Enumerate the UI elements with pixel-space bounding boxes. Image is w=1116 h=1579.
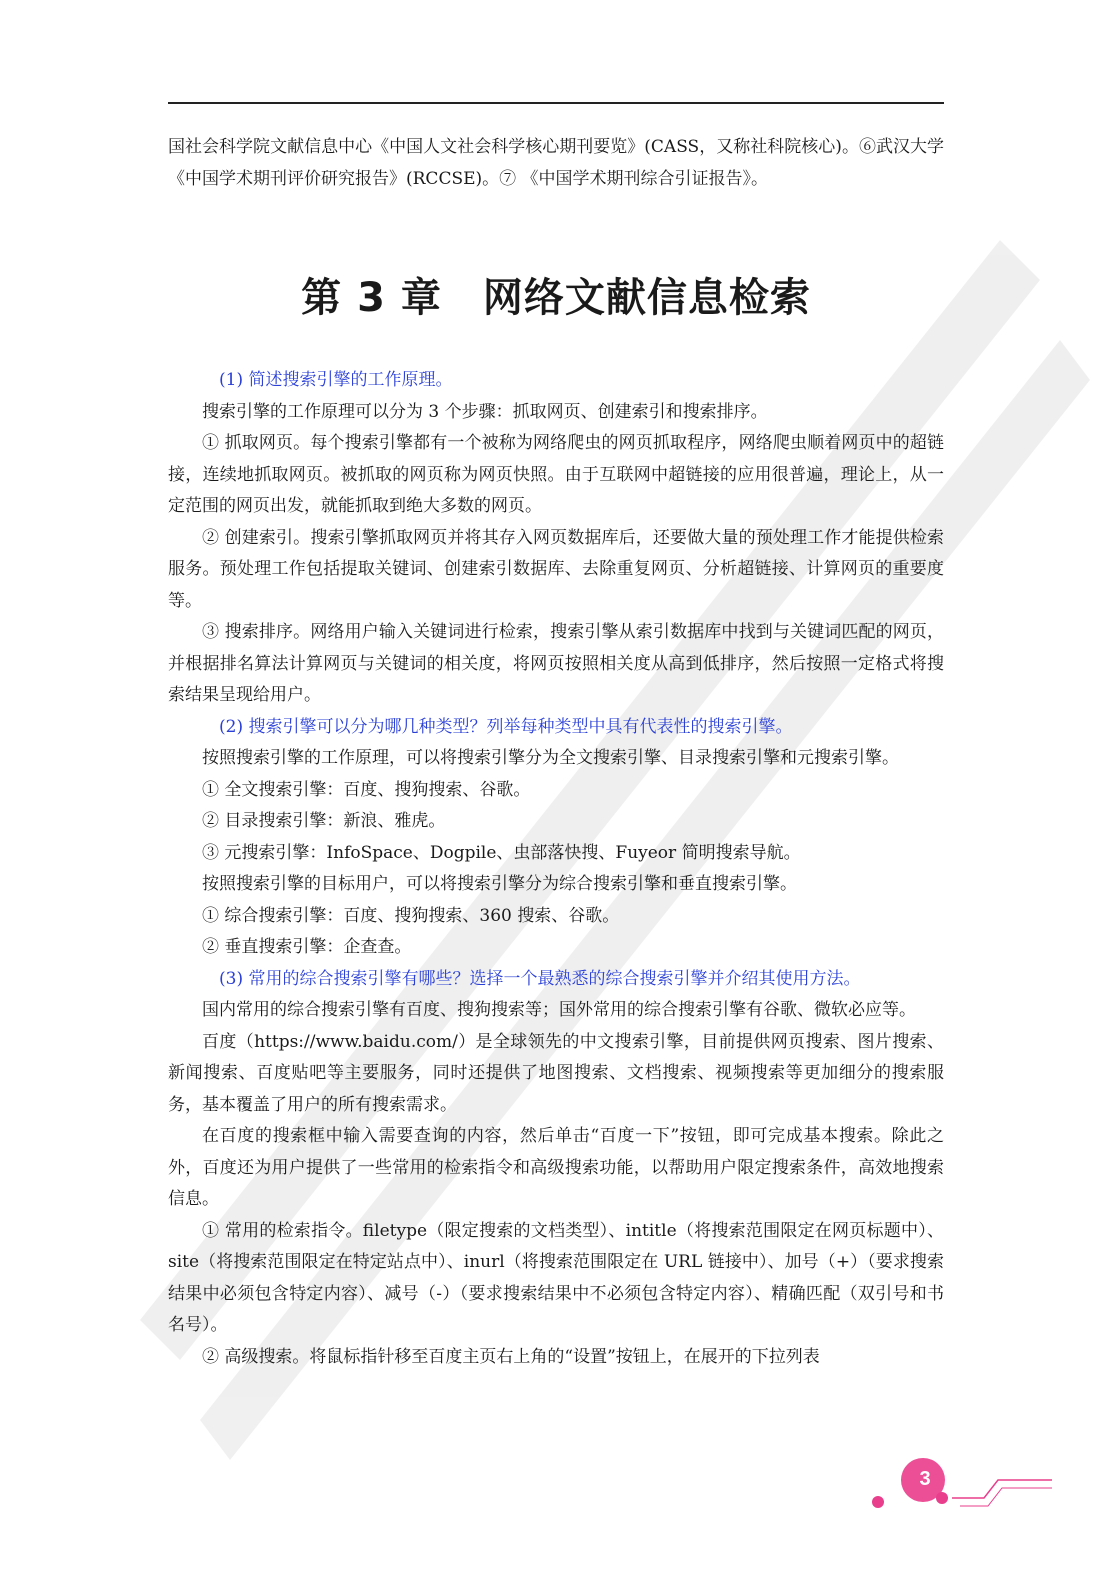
answer-paragraph: 按照搜索引擎的目标用户，可以将搜索引擎分为综合搜索引擎和垂直搜索引擎。 [202, 874, 797, 894]
header-rule [168, 102, 944, 104]
continuation-paragraph: 国社会科学院文献信息中心《中国人文社会科学核心期刊要览》(CASS，又称社科院核心)。⑥武汉大学《中国学术期刊评价研究报告》(RCCSE)。⑦ 《中国学术期刊综合引证报告》。 [168, 137, 944, 189]
page-content [168, 132, 944, 1373]
answer-paragraph: ① 抓取网页。每个搜索引擎都有一个被称为网络爬虫的网页抓取程序，网络爬虫顺着网页中的超链接，连续地抓取网页。被抓取的网页称为网页快照。由于互联网中超链接的应用很普遍，理论上，从一定范围的网页出发，就能抓取到绝大多数的网页。 [168, 433, 944, 516]
page-number: 3 [919, 1468, 931, 1490]
question-3: (3) 常用的综合搜索引擎有哪些？选择一个最熟悉的综合搜索引擎并介绍其使用方法。 [219, 968, 861, 989]
question-1: (1) 简述搜索引擎的工作原理。 [219, 370, 453, 390]
page-number-decoration [860, 1450, 1060, 1520]
answer-paragraph: 百度（https://www.baidu.com/）是全球领先的中文搜索引擎，目前提供网页搜索、图片搜索、新闻搜索、百度贴吧等主要服务，同时还提供了地图搜索、文档搜索、视频搜索等更加细分的搜索服务，基本覆盖了用户的所有搜索需求。 [168, 1031, 944, 1115]
answer-paragraph: 搜索引擎的工作原理可以分为 3 个步骤：抓取网页、创建索引和搜索排序。 [202, 401, 768, 422]
answer-paragraph: 国内常用的综合搜索引擎有百度、搜狗搜索等；国外常用的综合搜索引擎有谷歌、微软必应等。 [202, 1000, 916, 1020]
answer-paragraph: 按照搜索引擎的工作原理，可以将搜索引擎分为全文搜索引擎、目录搜索引擎和元搜索引擎。 [202, 748, 899, 768]
chapter-title: 第 3 章 网络文献信息检索 [301, 275, 811, 321]
answer-paragraph: ③ 搜索排序。网络用户输入关键词进行检索，搜索引擎从索引数据库中找到与关键词匹配的网页，并根据排名算法计算网页与关键词的相关度，将网页按照相关度从高到低排序，然后按照一定格式将搜索结果呈现给用户。 [168, 622, 944, 705]
answer-paragraph: 在百度的搜索框中输入需要查询的内容，然后单击“百度一下”按钮，即可完成基本搜索。除此之外，百度还为用户提供了一些常用的检索指令和高级搜索功能，以帮助用户限定搜索条件，高效地搜索信息。 [168, 1126, 944, 1209]
decor-dot [872, 1496, 884, 1508]
list-item: ③ 元搜索引擎：InfoSpace、Dogpile、虫部落快搜、Fuyeor 简明搜索导航。 [202, 842, 801, 863]
list-item: ② 目录搜索引擎：新浪、雅虎。 [202, 811, 446, 831]
decor-line [952, 1480, 1052, 1498]
list-item: ① 综合搜索引擎：百度、搜狗搜索、360 搜索、谷歌。 [202, 905, 620, 926]
question-2: (2) 搜索引擎可以分为哪几种类型？列举每种类型中具有代表性的搜索引擎。 [219, 716, 793, 737]
answer-paragraph: ② 创建索引。搜索引擎抓取网页并将其存入网页数据库后，还要做大量的预处理工作才能提供检索服务。预处理工作包括提取关键词、创建索引数据库、去除重复网页、分析超链接、计算网页的重要度等。 [168, 527, 944, 611]
list-item: ① 全文搜索引擎：百度、搜狗搜索、谷歌。 [202, 779, 531, 800]
answer-paragraph: ① 常用的检索指令。filetype（限定搜索的文档类型）、intitle（将搜索范围限定在网页标题中）、site（将搜索范围限定在特定站点中）、inurl（将搜索范围限定在 URL 链接中）、加号（+）（要求搜索结果中必须包含特定内容）、减号（-）（要求搜索结果中不必须包含特定内容）、精确匹配（双引号和书名号）。 [168, 1220, 944, 1335]
list-item: ② 垂直搜索引擎：企查查。 [202, 937, 412, 957]
decor-line [960, 1488, 1052, 1506]
decor-dot [936, 1492, 948, 1504]
answer-paragraph: ② 高级搜索。将鼠标指针移至百度主页右上角的“设置”按钮上，在展开的下拉列表 [202, 1346, 820, 1367]
